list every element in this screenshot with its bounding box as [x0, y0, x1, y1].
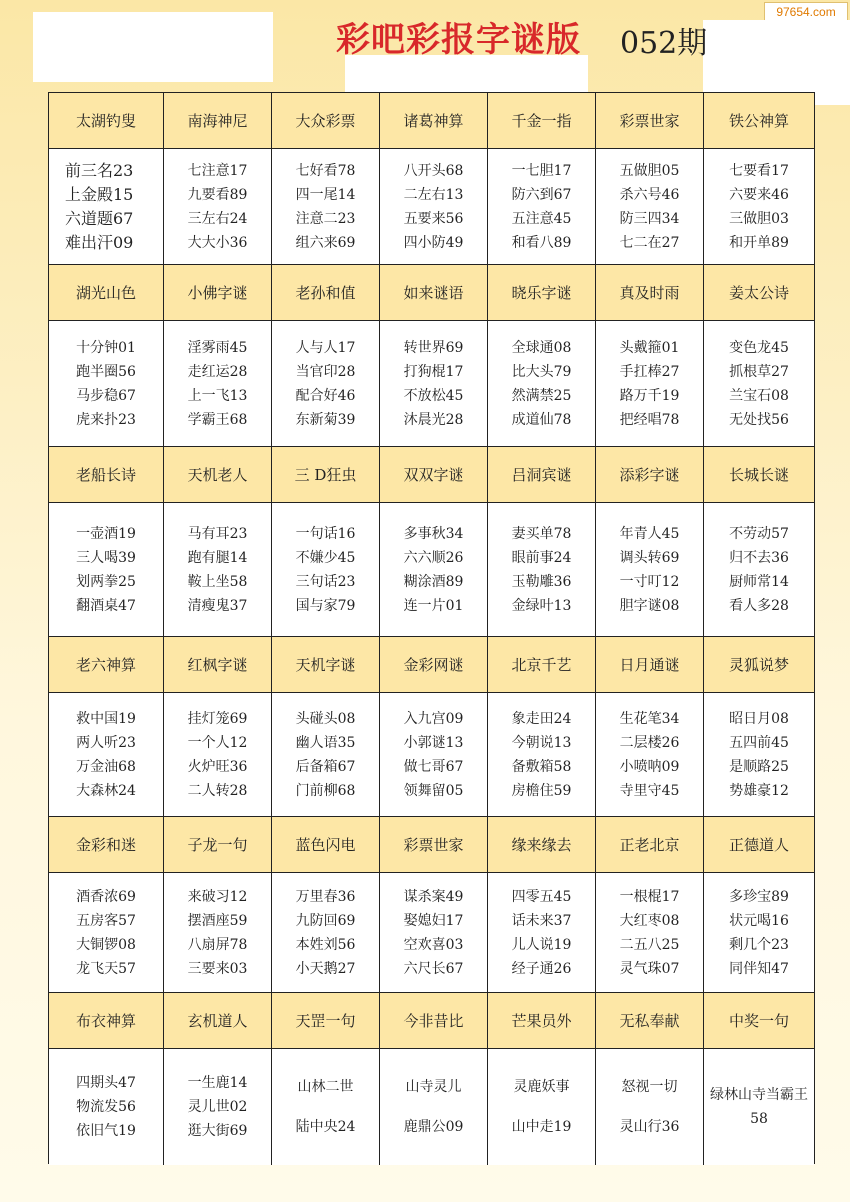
column-header: 添彩字谜: [596, 447, 704, 503]
riddle-line: 山寺灵儿: [405, 1079, 462, 1095]
riddle-line: 后备箱67: [295, 758, 356, 775]
riddle-line: 大森林24: [76, 782, 136, 799]
riddle-cell: [49, 873, 164, 993]
riddle-line: 防三四34: [619, 210, 680, 227]
riddle-cell: [596, 693, 704, 817]
riddle-cell: [488, 1049, 596, 1165]
riddle-line: 物流发56: [76, 1099, 136, 1115]
riddle-cell: [704, 693, 814, 817]
column-header: 今非昔比: [380, 993, 488, 1049]
riddle-line: 怒视一切: [621, 1079, 678, 1095]
column-header: 千金一指: [488, 93, 596, 149]
riddle-line: 当官印28: [295, 363, 356, 380]
riddle-line: 玉勒雕36: [511, 573, 572, 590]
riddle-line: 不放松45: [403, 387, 464, 404]
riddle-line: 依旧气19: [76, 1123, 136, 1139]
column-header: 子龙一句: [164, 817, 272, 873]
column-header: 天罡一句: [272, 993, 380, 1049]
column-header: 铁公神算: [704, 93, 814, 149]
riddle-line: 路万千19: [619, 387, 680, 404]
riddle-line: 六六顺26: [403, 549, 464, 566]
riddle-line: 备敷箱58: [511, 758, 572, 775]
riddle-cell: [380, 1049, 488, 1165]
riddle-line: 年青人45: [619, 525, 680, 542]
riddle-cell: [272, 321, 380, 447]
column-header: 老六神算: [49, 637, 164, 693]
riddle-line: 六道题67: [65, 208, 134, 228]
riddle-line: 沐晨光28: [403, 411, 464, 428]
column-header: 正德道人: [704, 817, 814, 873]
riddle-line: 前三名23: [65, 160, 134, 180]
column-header: 红枫字谜: [164, 637, 272, 693]
riddle-line: 不劳动57: [729, 525, 789, 542]
riddle-line: 划两拳25: [76, 573, 136, 590]
riddle-line: 八扇屏78: [187, 936, 248, 953]
riddle-cell: [488, 693, 596, 817]
riddle-line: 五要来56: [403, 210, 464, 227]
riddle-line: 做七哥67: [403, 758, 464, 775]
riddle-cell: [272, 1049, 380, 1165]
riddle-line: 一句话16: [295, 525, 356, 542]
riddle-cell: [488, 873, 596, 993]
column-header: 如来谜语: [380, 265, 488, 321]
riddle-cell: [596, 1049, 704, 1165]
riddle-line: 一生鹿14: [187, 1075, 248, 1091]
column-header: 晓乐字谜: [488, 265, 596, 321]
riddle-line: 四零五45: [511, 888, 572, 905]
riddle-line: 七二在27: [619, 234, 680, 251]
column-header: 太湖钓叟: [49, 93, 164, 149]
riddle-line: 入九宫09: [403, 710, 464, 727]
riddle-line: 一寸叮12: [619, 573, 680, 590]
riddle-line: 娶媳妇17: [403, 912, 464, 929]
riddle-line: 灵鹿妖事: [513, 1079, 570, 1095]
riddle-line: 三要来03: [187, 960, 248, 977]
riddle-line: 四一尾14: [295, 186, 356, 203]
riddle-line: 头碰头08: [295, 710, 356, 727]
riddle-line: 象走田24: [511, 710, 572, 727]
column-header: 三 D狂虫: [272, 447, 380, 503]
riddle-line: 剩几个23: [729, 936, 789, 953]
riddle-line: 抓根草27: [729, 363, 789, 380]
riddle-line: 陆中央24: [295, 1119, 356, 1135]
riddle-line: 幽人语35: [295, 734, 356, 751]
riddle-line: 上一飞13: [187, 387, 248, 404]
riddle-line: 酒香浓69: [76, 888, 136, 905]
blank-patch-left: [33, 12, 273, 82]
riddle-line: 万金油68: [76, 758, 136, 775]
riddle-cell: [488, 321, 596, 447]
riddle-line: 学霸王68: [187, 411, 248, 428]
riddle-line: 看人多28: [729, 597, 789, 614]
riddle-line: 把经唱78: [619, 411, 680, 428]
column-header: 天机老人: [164, 447, 272, 503]
riddle-line: 谋杀案49: [403, 888, 464, 905]
column-header: 北京千艺: [488, 637, 596, 693]
column-header: 湖光山色: [49, 265, 164, 321]
riddle-line: 连一片01: [403, 597, 464, 614]
column-header: 蓝色闪电: [272, 817, 380, 873]
riddle-cell: [49, 149, 164, 265]
column-header: 长城长谜: [704, 447, 814, 503]
riddle-cell: [704, 1049, 814, 1165]
riddle-line: 灵儿世02: [187, 1099, 248, 1115]
riddle-line: 领舞留05: [403, 782, 464, 799]
riddle-line: 糊涂酒89: [403, 573, 464, 590]
riddle-line: 两人听23: [76, 734, 136, 751]
column-header: 吕洞宾谜: [488, 447, 596, 503]
riddle-line: 九要看89: [187, 186, 248, 203]
column-header: 灵狐说梦: [704, 637, 814, 693]
riddle-line: 救中国19: [76, 710, 136, 727]
riddle-line: 房檐住59: [511, 782, 572, 799]
riddle-line: 龙飞天57: [76, 960, 136, 977]
riddle-line: 多珍宝89: [729, 888, 789, 905]
column-header: 缘来缘去: [488, 817, 596, 873]
riddle-line: 逛大街69: [187, 1123, 248, 1139]
riddle-cell: [596, 149, 704, 265]
riddle-line: 五房客57: [76, 912, 136, 929]
riddle-line: 七注意17: [187, 162, 248, 179]
riddle-cell: [164, 321, 272, 447]
riddle-line: 注意二23: [295, 210, 356, 227]
riddle-cell: [596, 503, 704, 637]
riddle-line: 空欢喜03: [403, 936, 464, 953]
riddle-cell: [272, 873, 380, 993]
riddle-table: [48, 92, 815, 1164]
riddle-cell: [164, 149, 272, 265]
column-header: 大众彩票: [272, 93, 380, 149]
riddle-cell: [49, 503, 164, 637]
riddle-line: 六尺长67: [403, 960, 464, 977]
column-header: 金彩网谜: [380, 637, 488, 693]
riddle-line: 小喷呐09: [619, 758, 680, 775]
riddle-line: 无处找56: [729, 411, 789, 428]
riddle-cell: [380, 149, 488, 265]
riddle-line: 是顺路25: [729, 758, 789, 775]
riddle-line: 山中走19: [511, 1119, 572, 1135]
riddle-line: 一根棍17: [619, 888, 680, 905]
riddle-cell: [380, 321, 488, 447]
riddle-line: 淫雾雨45: [187, 339, 248, 356]
riddle-line: 金绿叶13: [511, 597, 572, 614]
riddle-line: 手扛棒27: [619, 363, 680, 380]
riddle-line: 山林二世: [297, 1079, 354, 1095]
riddle-line: 杀六号46: [619, 186, 680, 203]
riddle-line: 鞍上坐58: [187, 573, 248, 590]
riddle-line: 五注意45: [511, 210, 572, 227]
riddle-line: 生花笔34: [619, 710, 680, 727]
column-header: 玄机道人: [164, 993, 272, 1049]
riddle-line: 摆酒座59: [187, 912, 248, 929]
riddle-cell: [704, 873, 814, 993]
riddle-line: 挂灯笼69: [187, 710, 248, 727]
riddle-cell: [380, 503, 488, 637]
riddle-line: 马步稳67: [76, 387, 136, 404]
riddle-line: 然满禁25: [511, 387, 572, 404]
column-header: 姜太公诗: [704, 265, 814, 321]
riddle-line: 跑有腿14: [187, 549, 248, 566]
riddle-line: 虎来扑23: [76, 411, 136, 428]
riddle-line: 变色龙45: [729, 339, 789, 356]
riddle-line: 一壶酒19: [76, 525, 136, 542]
column-header: 彩票世家: [380, 817, 488, 873]
riddle-cell: [488, 149, 596, 265]
riddle-cell: [49, 1049, 164, 1165]
issue-number: 052期: [620, 26, 708, 61]
riddle-line: 小天鹅27: [295, 960, 356, 977]
column-header: 小佛字谜: [164, 265, 272, 321]
riddle-cell: [272, 149, 380, 265]
riddle-cell: [164, 693, 272, 817]
column-header: 布衣神算: [49, 993, 164, 1049]
column-header: 南海神尼: [164, 93, 272, 149]
riddle-line: 小郭谜13: [403, 734, 464, 751]
riddle-line: 走红运28: [187, 363, 248, 380]
column-header: 金彩和迷: [49, 817, 164, 873]
riddle-line: 组六来69: [295, 234, 356, 251]
riddle-line: 万里春36: [295, 888, 356, 905]
column-header: 老船长诗: [49, 447, 164, 503]
riddle-line: 翻酒桌47: [76, 597, 136, 614]
riddle-line: 眼前事24: [511, 549, 572, 566]
riddle-line: 转世界69: [403, 339, 464, 356]
riddle-line: 七要看17: [729, 162, 789, 179]
riddle-line: 上金殿15: [65, 184, 134, 204]
riddle-line: 门前柳68: [295, 782, 356, 799]
riddle-line: 今朝说13: [511, 734, 572, 751]
column-header: 中奖一句: [704, 993, 814, 1049]
riddle-line: 三做胆03: [729, 210, 789, 227]
riddle-cell: [164, 503, 272, 637]
riddle-line: 防六到67: [511, 186, 572, 203]
riddle-line: 七好看78: [295, 162, 356, 179]
riddle-line: 配合好46: [295, 387, 356, 404]
riddle-line: 和看八89: [511, 234, 572, 251]
riddle-line: 妻买单78: [511, 525, 572, 542]
riddle-line: 经子通26: [511, 960, 572, 977]
riddle-line: 成道仙78: [511, 411, 572, 428]
riddle-line: 五做胆05: [619, 162, 680, 179]
riddle-line: 大大小36: [187, 234, 248, 251]
riddle-line: 三左右24: [187, 210, 248, 227]
column-header: 诸葛神算: [380, 93, 488, 149]
riddle-cell: [704, 149, 814, 265]
riddle-cell: [49, 321, 164, 447]
riddle-cell: [272, 503, 380, 637]
riddle-line: 二左右13: [403, 186, 464, 203]
riddle-cell: [704, 503, 814, 637]
riddle-cell: [596, 321, 704, 447]
riddle-line: 寺里守45: [619, 782, 680, 799]
riddle-line: 五四前45: [729, 734, 789, 751]
riddle-line: 头戴箍01: [619, 339, 680, 356]
riddle-line: 八开头68: [403, 162, 464, 179]
riddle-line: 多事秋34: [403, 525, 464, 542]
riddle-line: 和开单89: [729, 234, 789, 251]
riddle-line: 状元喝16: [729, 912, 789, 929]
riddle-line: 打狗棍17: [403, 363, 464, 380]
riddle-line: 大红枣08: [619, 912, 680, 929]
column-header: 天机字谜: [272, 637, 380, 693]
riddle-cell: [380, 693, 488, 817]
riddle-line: 二人转28: [187, 782, 248, 799]
riddle-line: 马有耳23: [187, 525, 248, 542]
riddle-line: 六要来46: [729, 186, 789, 203]
riddle-cell: [164, 873, 272, 993]
riddle-line: 二五八25: [619, 936, 680, 953]
riddle-line: 十分钟01: [76, 339, 136, 356]
riddle-line: 清瘦鬼37: [187, 597, 248, 614]
column-header: 正老北京: [596, 817, 704, 873]
column-header: 老孙和值: [272, 265, 380, 321]
riddle-line: 灵气珠07: [619, 960, 680, 977]
riddle-line: 本姓刘56: [295, 936, 356, 953]
riddle-cell: [596, 873, 704, 993]
riddle-line: 绿林山寺当霸王58: [710, 1087, 808, 1127]
riddle-line: 调头转69: [619, 549, 680, 566]
riddle-cell: [380, 873, 488, 993]
riddle-line: 归不去36: [729, 549, 789, 566]
riddle-line: 四小防49: [403, 234, 464, 251]
riddle-line: 昭日月08: [729, 710, 789, 727]
riddle-line: 儿人说19: [511, 936, 572, 953]
riddle-line: 鹿鼎公09: [403, 1119, 464, 1135]
page-title: 彩吧彩报字谜版: [336, 20, 581, 60]
riddle-line: 同伴知47: [729, 960, 789, 977]
riddle-cell: [488, 503, 596, 637]
riddle-line: 来破习12: [187, 888, 248, 905]
riddle-cell: [49, 693, 164, 817]
riddle-line: 灵山行36: [619, 1119, 680, 1135]
riddle-cell: [164, 1049, 272, 1165]
riddle-line: 三人喝39: [76, 549, 136, 566]
riddle-line: 二层楼26: [619, 734, 680, 751]
riddle-line: 兰宝石08: [729, 387, 789, 404]
column-header: 真及时雨: [596, 265, 704, 321]
riddle-line: 势雄豪12: [729, 782, 789, 799]
column-header: 芒果员外: [488, 993, 596, 1049]
column-header: 双双字谜: [380, 447, 488, 503]
riddle-line: 话未来37: [511, 912, 572, 929]
site-watermark: 97654.com: [764, 2, 848, 22]
riddle-line: 难出汗09: [65, 232, 134, 252]
riddle-line: 三句话23: [295, 573, 356, 590]
column-header: 无私奉献: [596, 993, 704, 1049]
riddle-line: 胆字谜08: [619, 597, 680, 614]
riddle-line: 九防回69: [295, 912, 356, 929]
riddle-line: 火炉旺36: [187, 758, 248, 775]
riddle-line: 东新菊39: [295, 411, 356, 428]
column-header: 彩票世家: [596, 93, 704, 149]
riddle-line: 四期头47: [76, 1075, 136, 1091]
riddle-line: 比大头79: [511, 363, 572, 380]
riddle-line: 跑半圈56: [76, 363, 136, 380]
riddle-line: 一个人12: [187, 734, 248, 751]
riddle-line: 不嫌少45: [295, 549, 356, 566]
riddle-cell: [704, 321, 814, 447]
riddle-line: 厨师常14: [729, 573, 789, 590]
riddle-cell: [272, 693, 380, 817]
riddle-line: 一七胆17: [511, 162, 572, 179]
riddle-line: 人与人17: [295, 339, 356, 356]
riddle-line: 国与家79: [295, 597, 356, 614]
riddle-line: 大铜锣08: [76, 936, 136, 953]
column-header: 日月通谜: [596, 637, 704, 693]
riddle-line: 全球通08: [511, 339, 572, 356]
